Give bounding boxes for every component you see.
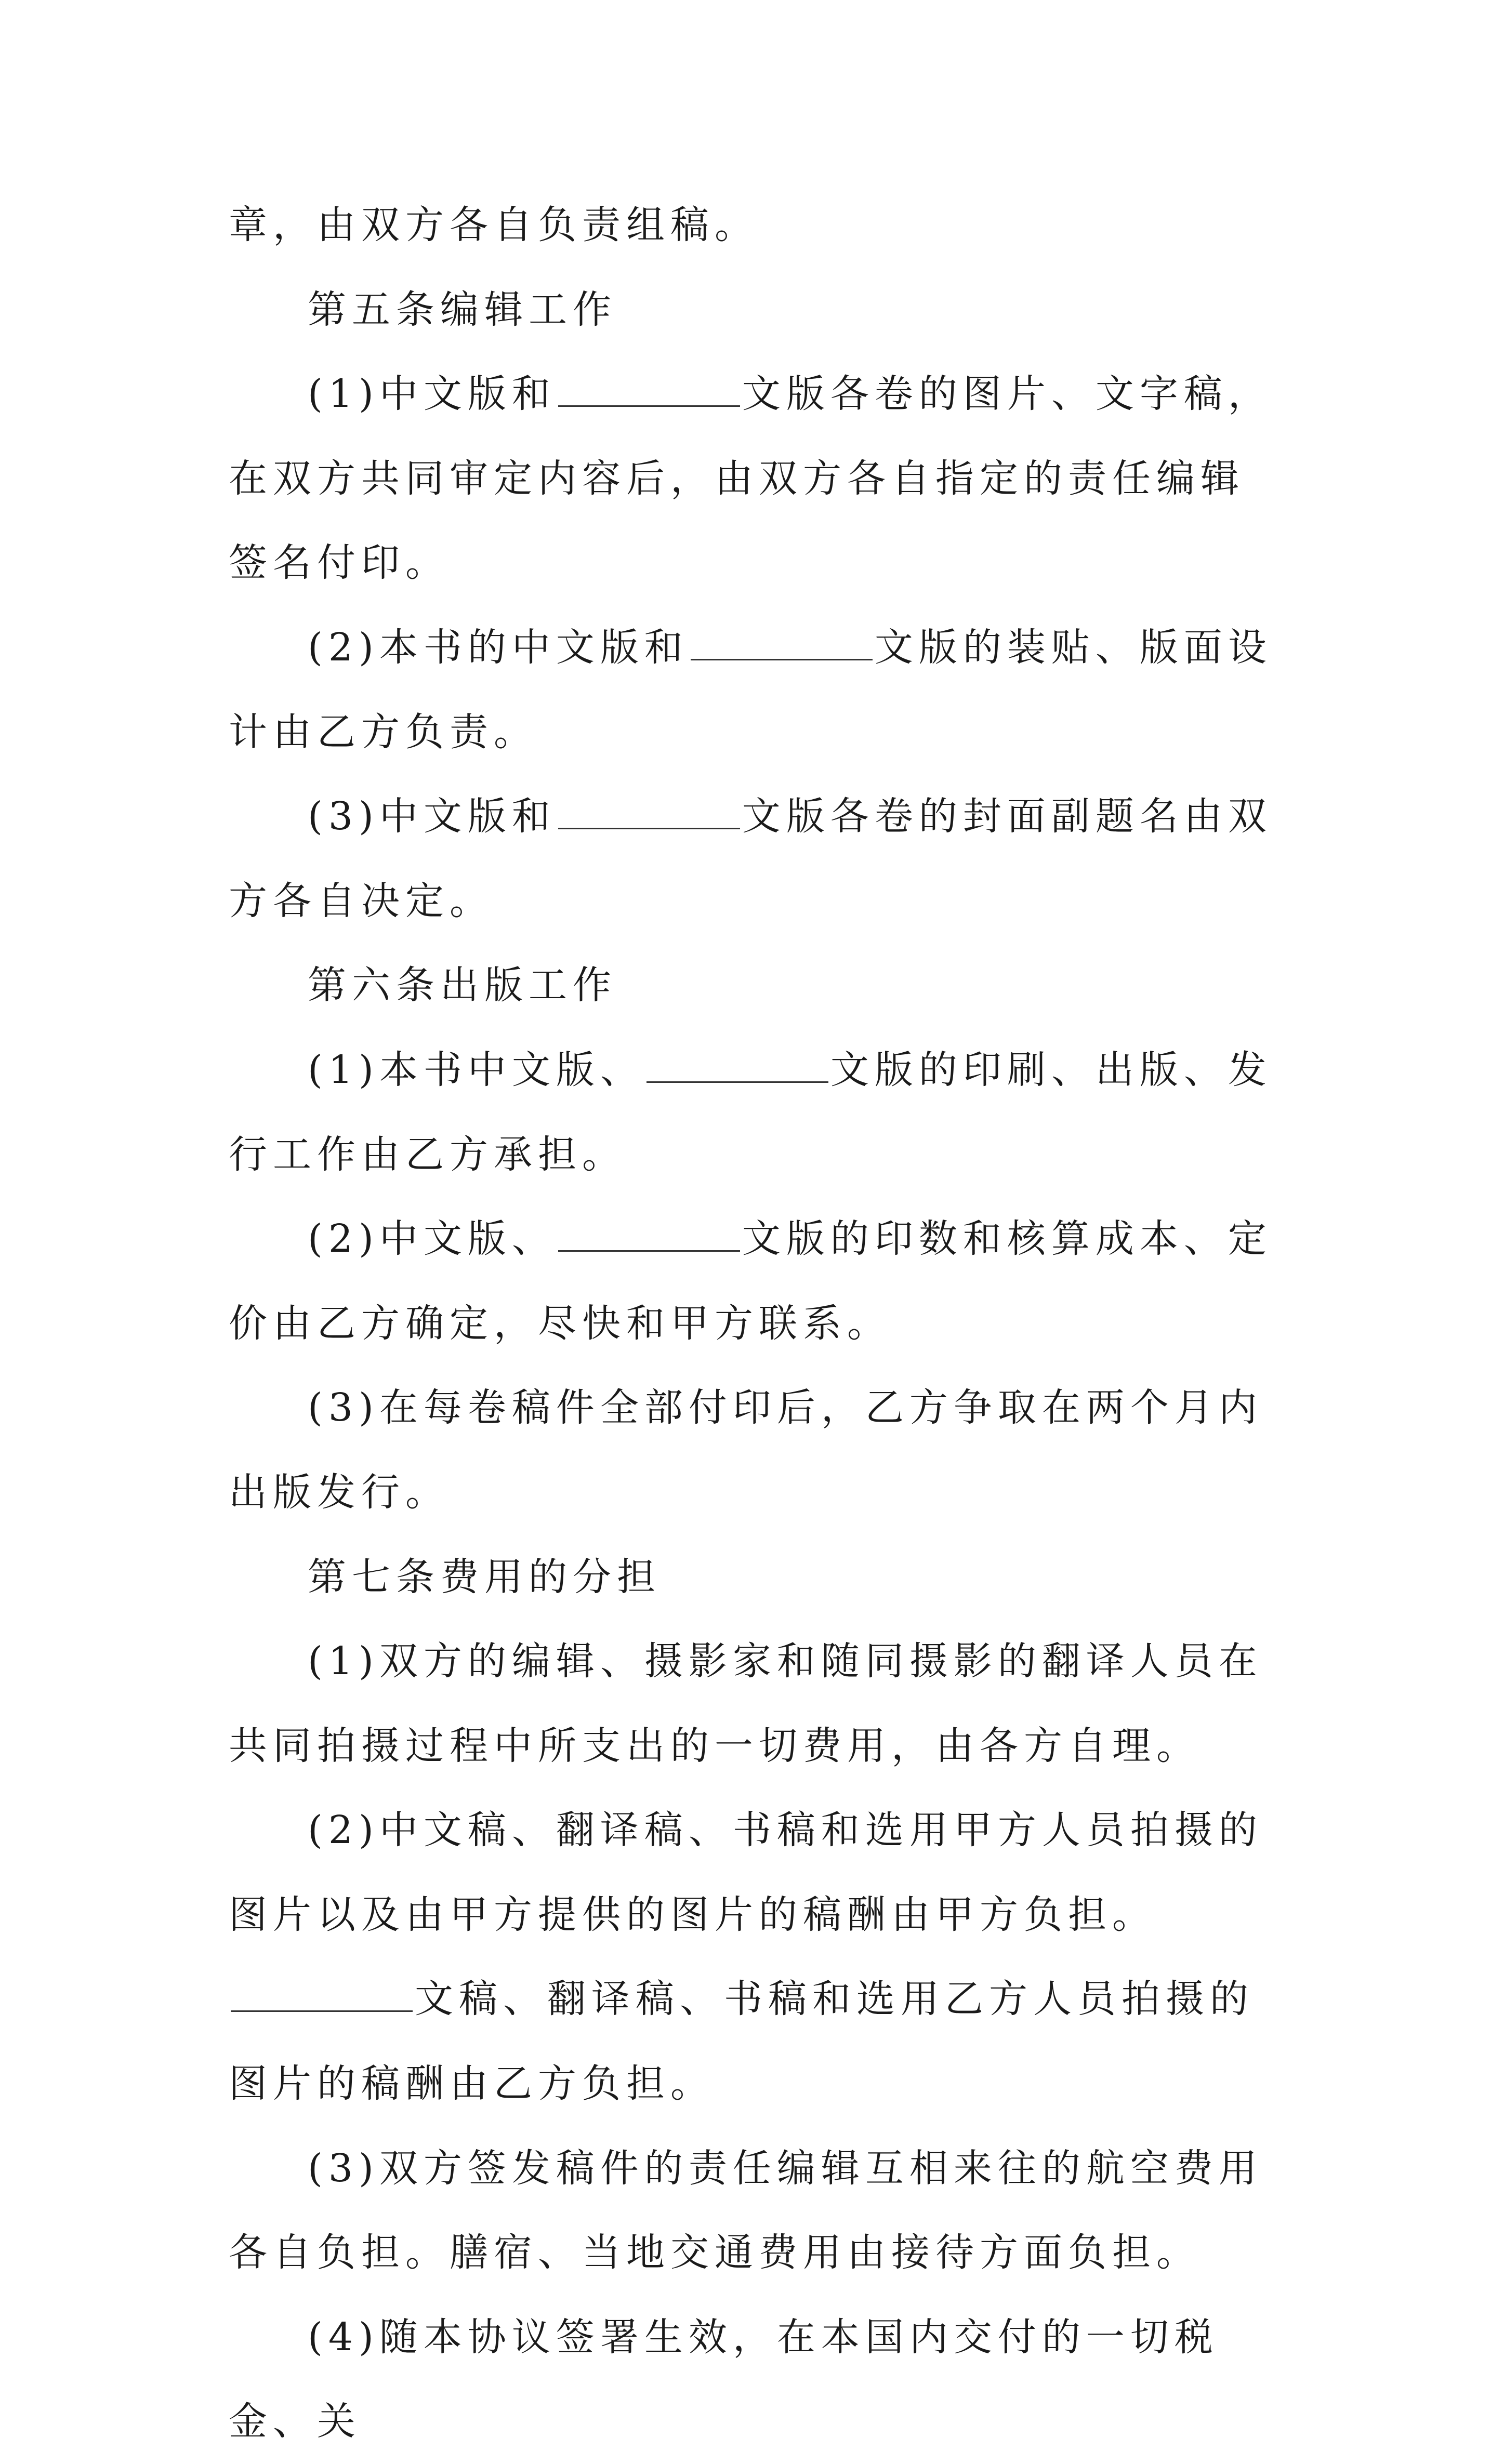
paragraph-text: (2)中文稿、翻译稿、书稿和选用甲方人员拍摄的图片以及由甲方提供的图片的稿酬由甲方负担。 <box>229 1808 1263 1937</box>
agreement-paragraph <box>229 2295 1273 2464</box>
agreement-paragraph <box>229 1197 1273 1366</box>
paragraph-text: 文版的装贴、版面设计由乙方负责。 <box>229 625 1272 754</box>
fill-in-blank <box>647 1049 828 1083</box>
agreement-paragraph <box>229 268 1273 352</box>
paragraph-text: (1)本书中文版、 <box>308 1047 644 1092</box>
fill-in-blank <box>558 1218 740 1252</box>
paragraph-text: (2)本书的中文版和 <box>308 625 689 670</box>
paragraph-text: (1)中文版和 <box>308 372 556 417</box>
fill-in-blank <box>691 627 873 660</box>
agreement-paragraph <box>229 1535 1273 1620</box>
paragraph-text: (3)在每卷稿件全部付印后，乙方争取在两个月内出版发行。 <box>229 1385 1263 1515</box>
agreement-paragraph <box>229 1619 1273 1788</box>
paragraph-text: 文版的印数和核算成本、定价由乙方确定，尽快和甲方联系。 <box>229 1216 1272 1346</box>
fill-in-blank <box>231 1978 413 2012</box>
paragraph-text: 第六条出版工作 <box>308 963 617 1008</box>
paragraph-text: (4)随本协议签署生效，在本国内交付的一切税金、关 <box>229 2314 1219 2444</box>
agreement-paragraph <box>229 1788 1273 2126</box>
paragraph-text: (3)双方签发稿件的责任编辑互相来往的航空费用各自负担。膳宿、当地交通费用由接待方面负担。 <box>229 2145 1263 2275</box>
agreement-paragraph <box>229 352 1273 605</box>
paragraph-text: (1)双方的编辑、摄影家和随同摄影的翻译人员在共同拍摄过程中所支出的一切费用，由各方自理。 <box>229 1639 1263 1768</box>
agreement-paragraph <box>229 1028 1273 1197</box>
paragraph-text: 文版各卷的图片、文字稿，在双方共同审定内容后，由双方各自指定的责任编辑签名付印。 <box>229 372 1272 586</box>
agreement-body-text <box>229 183 1273 2464</box>
agreement-paragraph <box>229 774 1273 943</box>
fill-in-blank <box>558 796 740 829</box>
paragraph-text: (3)中文版和 <box>308 794 556 839</box>
paragraph-text: 文稿、翻译稿、书稿和选用乙方人员拍摄的图片的稿酬由乙方负担。 <box>229 1977 1254 2107</box>
agreement-paragraph <box>229 943 1273 1028</box>
agreement-paragraph <box>229 1366 1273 1534</box>
paragraph-text: 第五条编辑工作 <box>308 287 617 332</box>
agreement-paragraph <box>229 2126 1273 2295</box>
paragraph-text: 章，由双方各自负责组稿。 <box>229 203 759 247</box>
paragraph-text: 文版各卷的封面副题名由双方各自决定。 <box>229 794 1272 923</box>
agreement-paragraph <box>229 605 1273 774</box>
paragraph-text: (2)中文版、 <box>308 1216 556 1262</box>
paragraph-text: 文版的印刷、出版、发行工作由乙方承担。 <box>229 1047 1272 1177</box>
fill-in-blank <box>558 373 740 407</box>
paragraph-text: 第七条费用的分担 <box>308 1554 661 1599</box>
agreement-paragraph <box>229 183 1273 268</box>
